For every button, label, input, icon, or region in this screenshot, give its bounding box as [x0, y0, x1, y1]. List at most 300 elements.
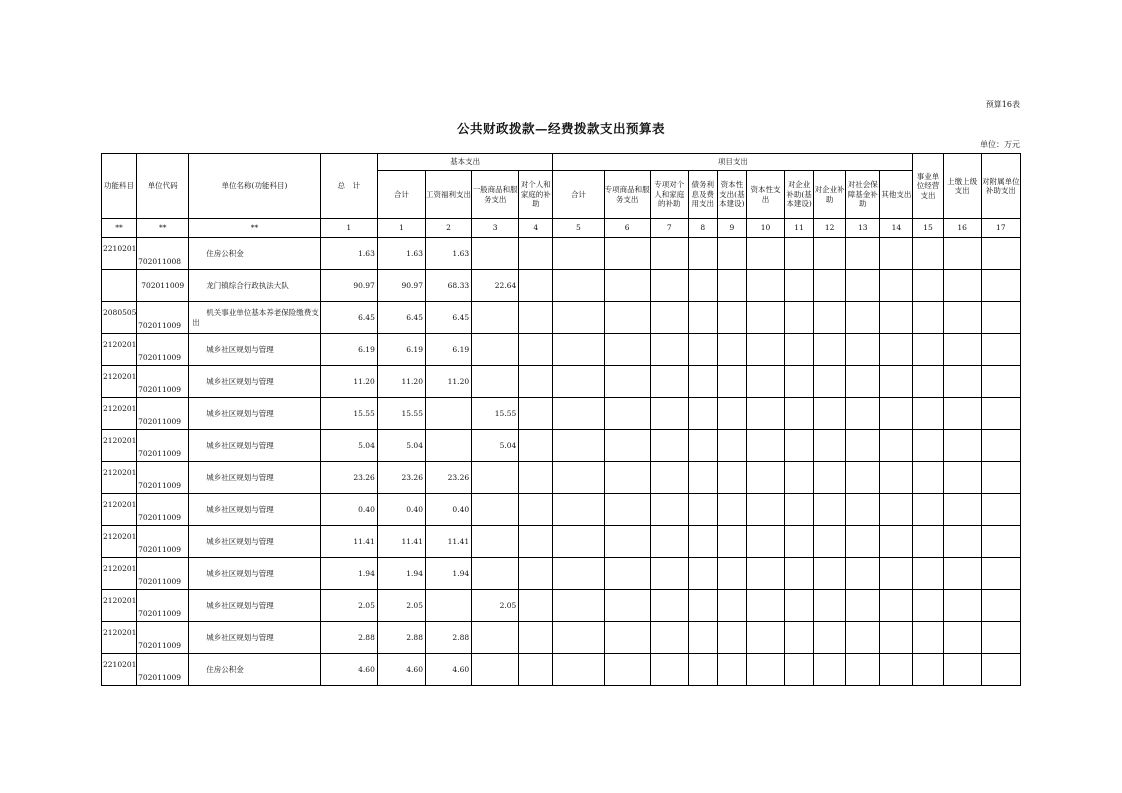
- empty-cell: [846, 558, 880, 590]
- subheader-cell: 对企业补助(基本建设): [785, 171, 814, 219]
- func-code-cell: 2120201: [102, 366, 137, 398]
- func-code-cell: 2120201: [102, 430, 137, 462]
- total-cell: 6.19: [320, 334, 377, 366]
- empty-cell: [943, 526, 981, 558]
- empty-cell: [880, 654, 913, 686]
- empty-cell: [981, 270, 1020, 302]
- personal-cell: [519, 270, 553, 302]
- empty-cell: [553, 622, 604, 654]
- empty-cell: [785, 430, 814, 462]
- basic-total-cell: 6.45: [377, 302, 425, 334]
- personal-cell: [519, 366, 553, 398]
- basic-total-cell: 2.88: [377, 622, 425, 654]
- salary-cell: 11.20: [425, 366, 471, 398]
- empty-cell: [650, 270, 688, 302]
- empty-cell: [814, 654, 846, 686]
- basic-total-cell: 11.20: [377, 366, 425, 398]
- empty-cell: [650, 558, 688, 590]
- empty-cell: [717, 622, 746, 654]
- unit-name-cell: 城乡社区规划与管理: [189, 526, 320, 558]
- salary-cell: [425, 590, 471, 622]
- unit-code-cell: 702011009: [137, 270, 189, 302]
- empty-cell: [913, 590, 943, 622]
- empty-cell: [880, 302, 913, 334]
- empty-cell: [943, 654, 981, 686]
- personal-cell: [519, 430, 553, 462]
- empty-cell: [746, 270, 784, 302]
- empty-cell: [846, 366, 880, 398]
- empty-cell: [981, 238, 1020, 270]
- subheader-cell: 合计: [377, 171, 425, 219]
- unit-name-cell: 机关事业单位基本养老保险缴费支出: [189, 302, 320, 334]
- func-code-cell: 2080505: [102, 302, 137, 334]
- empty-cell: [785, 366, 814, 398]
- goods-cell: [472, 622, 519, 654]
- empty-cell: [880, 430, 913, 462]
- empty-cell: [880, 238, 913, 270]
- empty-cell: [553, 558, 604, 590]
- basic-total-cell: 5.04: [377, 430, 425, 462]
- personal-cell: [519, 302, 553, 334]
- empty-cell: [717, 398, 746, 430]
- empty-cell: [746, 430, 784, 462]
- empty-cell: [650, 398, 688, 430]
- salary-cell: 2.88: [425, 622, 471, 654]
- empty-cell: [846, 590, 880, 622]
- empty-cell: [814, 270, 846, 302]
- total-cell: 4.60: [320, 654, 377, 686]
- empty-cell: [943, 430, 981, 462]
- table-row: [102, 366, 1021, 398]
- empty-cell: [943, 398, 981, 430]
- index-cell: 9: [717, 219, 746, 238]
- empty-cell: [650, 430, 688, 462]
- index-cell: **: [137, 219, 189, 238]
- empty-cell: [814, 622, 846, 654]
- personal-cell: [519, 462, 553, 494]
- empty-cell: [913, 366, 943, 398]
- empty-cell: [846, 462, 880, 494]
- empty-cell: [846, 654, 880, 686]
- empty-cell: [785, 526, 814, 558]
- goods-cell: 22.64: [472, 270, 519, 302]
- table-row: [102, 270, 1021, 302]
- empty-cell: [981, 366, 1020, 398]
- goods-cell: [472, 526, 519, 558]
- goods-cell: [472, 302, 519, 334]
- total-cell: 2.88: [320, 622, 377, 654]
- empty-cell: [785, 302, 814, 334]
- empty-cell: [846, 526, 880, 558]
- func-code-cell: [102, 270, 137, 302]
- unit-name-cell: 城乡社区规划与管理: [189, 622, 320, 654]
- empty-cell: [688, 590, 717, 622]
- empty-cell: [846, 494, 880, 526]
- index-cell: 2: [425, 219, 471, 238]
- empty-cell: [981, 654, 1020, 686]
- table-row: [102, 622, 1021, 654]
- empty-cell: [553, 654, 604, 686]
- subheader-cell: 资本性支出(基本建设): [717, 171, 746, 219]
- unit-name-cell: 城乡社区规划与管理: [189, 430, 320, 462]
- basic-total-cell: 15.55: [377, 398, 425, 430]
- func-code-cell: 2120201: [102, 462, 137, 494]
- index-cell: 7: [650, 219, 688, 238]
- subheader-cell: 专项商品和服务支出: [604, 171, 650, 219]
- empty-cell: [688, 622, 717, 654]
- empty-cell: [981, 590, 1020, 622]
- empty-cell: [943, 366, 981, 398]
- empty-cell: [913, 654, 943, 686]
- empty-cell: [880, 462, 913, 494]
- unit-name-cell: 城乡社区规划与管理: [189, 398, 320, 430]
- empty-cell: [746, 622, 784, 654]
- empty-cell: [913, 302, 943, 334]
- empty-cell: [604, 270, 650, 302]
- table-row: [102, 238, 1021, 270]
- empty-cell: [650, 590, 688, 622]
- unit-code-cell: 702011009: [137, 462, 189, 494]
- total-cell: 0.40: [320, 494, 377, 526]
- header-total: 总 计: [320, 154, 377, 219]
- index-cell: 14: [880, 219, 913, 238]
- empty-cell: [814, 334, 846, 366]
- unit-code-cell: 702011009: [137, 334, 189, 366]
- empty-cell: [785, 334, 814, 366]
- salary-cell: 1.63: [425, 238, 471, 270]
- empty-cell: [913, 238, 943, 270]
- empty-cell: [981, 302, 1020, 334]
- total-cell: 11.41: [320, 526, 377, 558]
- salary-cell: 23.26: [425, 462, 471, 494]
- empty-cell: [717, 334, 746, 366]
- goods-cell: [472, 558, 519, 590]
- table-body: [102, 238, 1021, 686]
- empty-cell: [688, 558, 717, 590]
- empty-cell: [746, 366, 784, 398]
- index-cell: 13: [846, 219, 880, 238]
- goods-cell: [472, 334, 519, 366]
- empty-cell: [880, 494, 913, 526]
- empty-cell: [981, 526, 1020, 558]
- empty-cell: [785, 238, 814, 270]
- empty-cell: [846, 302, 880, 334]
- empty-cell: [943, 462, 981, 494]
- empty-cell: [553, 398, 604, 430]
- empty-cell: [688, 494, 717, 526]
- empty-cell: [785, 622, 814, 654]
- salary-cell: 4.60: [425, 654, 471, 686]
- total-cell: 2.05: [320, 590, 377, 622]
- unit-name-cell: 城乡社区规划与管理: [189, 558, 320, 590]
- empty-cell: [553, 366, 604, 398]
- empty-cell: [553, 590, 604, 622]
- index-cell: 12: [814, 219, 846, 238]
- empty-cell: [650, 622, 688, 654]
- func-code-cell: 2210201: [102, 238, 137, 270]
- empty-cell: [717, 238, 746, 270]
- func-code-cell: 2120201: [102, 558, 137, 590]
- index-row: [102, 219, 1021, 238]
- empty-cell: [604, 494, 650, 526]
- index-cell: 5: [553, 219, 604, 238]
- empty-cell: [943, 238, 981, 270]
- empty-cell: [604, 430, 650, 462]
- empty-cell: [688, 398, 717, 430]
- empty-cell: [650, 302, 688, 334]
- empty-cell: [650, 238, 688, 270]
- empty-cell: [688, 302, 717, 334]
- subheader-cell: 合计: [553, 171, 604, 219]
- subheader-cell: 对社会保障基金补助: [846, 171, 880, 219]
- empty-cell: [981, 462, 1020, 494]
- empty-cell: [553, 334, 604, 366]
- header-unit-code: 单位代码: [137, 154, 189, 219]
- unit-name-cell: 城乡社区规划与管理: [189, 462, 320, 494]
- goods-cell: 15.55: [472, 398, 519, 430]
- empty-cell: [880, 334, 913, 366]
- subheader-cell: 专项对个人和家庭的补助: [650, 171, 688, 219]
- empty-cell: [814, 366, 846, 398]
- empty-cell: [746, 494, 784, 526]
- index-cell: 1: [377, 219, 425, 238]
- unit-code-cell: 702011009: [137, 654, 189, 686]
- total-cell: 5.04: [320, 430, 377, 462]
- personal-cell: [519, 654, 553, 686]
- empty-cell: [981, 398, 1020, 430]
- unit-name-cell: 城乡社区规划与管理: [189, 590, 320, 622]
- table-row: [102, 398, 1021, 430]
- empty-cell: [604, 462, 650, 494]
- goods-cell: 2.05: [472, 590, 519, 622]
- empty-cell: [913, 430, 943, 462]
- unit-name-cell: 住房公积金: [189, 238, 320, 270]
- total-cell: 90.97: [320, 270, 377, 302]
- empty-cell: [604, 302, 650, 334]
- table-row: [102, 654, 1021, 686]
- index-cell: 17: [981, 219, 1020, 238]
- salary-cell: 6.19: [425, 334, 471, 366]
- empty-cell: [717, 270, 746, 302]
- empty-cell: [604, 654, 650, 686]
- empty-cell: [981, 558, 1020, 590]
- empty-cell: [785, 398, 814, 430]
- empty-cell: [688, 366, 717, 398]
- goods-cell: [472, 494, 519, 526]
- empty-cell: [814, 526, 846, 558]
- header-func-code: 功能科目: [102, 154, 137, 219]
- empty-cell: [846, 238, 880, 270]
- empty-cell: [604, 590, 650, 622]
- index-cell: **: [102, 219, 137, 238]
- budget-table: [101, 153, 1021, 686]
- personal-cell: [519, 238, 553, 270]
- empty-cell: [943, 334, 981, 366]
- empty-cell: [717, 590, 746, 622]
- empty-cell: [785, 494, 814, 526]
- empty-cell: [981, 494, 1020, 526]
- empty-cell: [846, 430, 880, 462]
- personal-cell: [519, 494, 553, 526]
- goods-cell: [472, 654, 519, 686]
- table-row: [102, 526, 1021, 558]
- header-unit-name: 单位名称(功能科目): [189, 154, 320, 219]
- empty-cell: [746, 398, 784, 430]
- header-biz: 事业单位经营支出: [913, 154, 943, 219]
- empty-cell: [981, 334, 1020, 366]
- empty-cell: [604, 526, 650, 558]
- empty-cell: [814, 462, 846, 494]
- empty-cell: [717, 654, 746, 686]
- basic-total-cell: 90.97: [377, 270, 425, 302]
- index-cell: 11: [785, 219, 814, 238]
- empty-cell: [688, 462, 717, 494]
- empty-cell: [846, 398, 880, 430]
- empty-cell: [880, 366, 913, 398]
- empty-cell: [880, 590, 913, 622]
- form-number: 预算16表: [985, 100, 1020, 109]
- total-cell: 1.94: [320, 558, 377, 590]
- empty-cell: [650, 366, 688, 398]
- empty-cell: [688, 654, 717, 686]
- empty-cell: [717, 494, 746, 526]
- salary-cell: 1.94: [425, 558, 471, 590]
- empty-cell: [880, 526, 913, 558]
- empty-cell: [814, 398, 846, 430]
- func-code-cell: 2120201: [102, 398, 137, 430]
- header-project: 项目支出: [553, 154, 913, 171]
- unit-code-cell: 702011009: [137, 494, 189, 526]
- empty-cell: [650, 494, 688, 526]
- basic-total-cell: 1.94: [377, 558, 425, 590]
- empty-cell: [746, 334, 784, 366]
- personal-cell: [519, 558, 553, 590]
- empty-cell: [814, 302, 846, 334]
- index-cell: 8: [688, 219, 717, 238]
- unit-code-cell: 702011009: [137, 366, 189, 398]
- subheader-cell: 对个人和家庭的补助: [519, 171, 553, 219]
- index-cell: 1: [320, 219, 377, 238]
- personal-cell: [519, 334, 553, 366]
- empty-cell: [746, 238, 784, 270]
- empty-cell: [688, 334, 717, 366]
- empty-cell: [553, 430, 604, 462]
- empty-cell: [880, 622, 913, 654]
- empty-cell: [553, 270, 604, 302]
- empty-cell: [604, 398, 650, 430]
- index-cell: 3: [472, 219, 519, 238]
- empty-cell: [650, 526, 688, 558]
- empty-cell: [943, 270, 981, 302]
- subheader-cell: 资本性支出: [746, 171, 784, 219]
- total-cell: 6.45: [320, 302, 377, 334]
- basic-total-cell: 1.63: [377, 238, 425, 270]
- unit-name-cell: 住房公积金: [189, 654, 320, 686]
- empty-cell: [604, 622, 650, 654]
- empty-cell: [943, 590, 981, 622]
- empty-cell: [717, 462, 746, 494]
- index-cell: 15: [913, 219, 943, 238]
- empty-cell: [846, 622, 880, 654]
- personal-cell: [519, 526, 553, 558]
- unit-code-cell: 702011009: [137, 302, 189, 334]
- empty-cell: [746, 654, 784, 686]
- header-basic: 基本支出: [377, 154, 553, 171]
- index-cell: 16: [943, 219, 981, 238]
- empty-cell: [981, 622, 1020, 654]
- empty-cell: [717, 302, 746, 334]
- basic-total-cell: 4.60: [377, 654, 425, 686]
- table-row: [102, 590, 1021, 622]
- goods-cell: 5.04: [472, 430, 519, 462]
- basic-total-cell: 11.41: [377, 526, 425, 558]
- subheader-cell: 其他支出: [880, 171, 913, 219]
- total-cell: 1.63: [320, 238, 377, 270]
- empty-cell: [604, 238, 650, 270]
- func-code-cell: 2120201: [102, 494, 137, 526]
- subheader-cell: 债务利息及费用支出: [688, 171, 717, 219]
- table-row: [102, 462, 1021, 494]
- func-code-cell: 2120201: [102, 334, 137, 366]
- empty-cell: [943, 302, 981, 334]
- table-row: [102, 494, 1021, 526]
- subheader-cell: 对企业补助: [814, 171, 846, 219]
- basic-total-cell: 6.19: [377, 334, 425, 366]
- empty-cell: [553, 526, 604, 558]
- empty-cell: [717, 558, 746, 590]
- salary-cell: 68.33: [425, 270, 471, 302]
- unit-code-cell: 702011009: [137, 398, 189, 430]
- empty-cell: [688, 430, 717, 462]
- func-code-cell: 2210201: [102, 654, 137, 686]
- empty-cell: [604, 558, 650, 590]
- empty-cell: [981, 430, 1020, 462]
- empty-cell: [650, 462, 688, 494]
- unit-name-cell: 龙门镇综合行政执法大队: [189, 270, 320, 302]
- unit-code-cell: 702011009: [137, 558, 189, 590]
- table-row: [102, 430, 1021, 462]
- empty-cell: [814, 590, 846, 622]
- goods-cell: [472, 462, 519, 494]
- total-cell: 15.55: [320, 398, 377, 430]
- salary-cell: 6.45: [425, 302, 471, 334]
- salary-cell: 0.40: [425, 494, 471, 526]
- empty-cell: [688, 270, 717, 302]
- index-cell: **: [189, 219, 320, 238]
- empty-cell: [943, 494, 981, 526]
- unit-name-cell: 城乡社区规划与管理: [189, 334, 320, 366]
- unit-code-cell: 702011009: [137, 622, 189, 654]
- table-row: [102, 558, 1021, 590]
- empty-cell: [846, 334, 880, 366]
- unit-code-cell: 702011009: [137, 526, 189, 558]
- empty-cell: [746, 558, 784, 590]
- index-cell: 4: [519, 219, 553, 238]
- subheader-cell: 一般商品和服务支出: [472, 171, 519, 219]
- func-code-cell: 2120201: [102, 622, 137, 654]
- empty-cell: [880, 398, 913, 430]
- empty-cell: [688, 526, 717, 558]
- empty-cell: [785, 270, 814, 302]
- personal-cell: [519, 622, 553, 654]
- func-code-cell: 2120201: [102, 590, 137, 622]
- empty-cell: [814, 558, 846, 590]
- unit-name-cell: 城乡社区规划与管理: [189, 366, 320, 398]
- empty-cell: [913, 526, 943, 558]
- empty-cell: [553, 494, 604, 526]
- func-code-cell: 2120201: [102, 526, 137, 558]
- goods-cell: [472, 238, 519, 270]
